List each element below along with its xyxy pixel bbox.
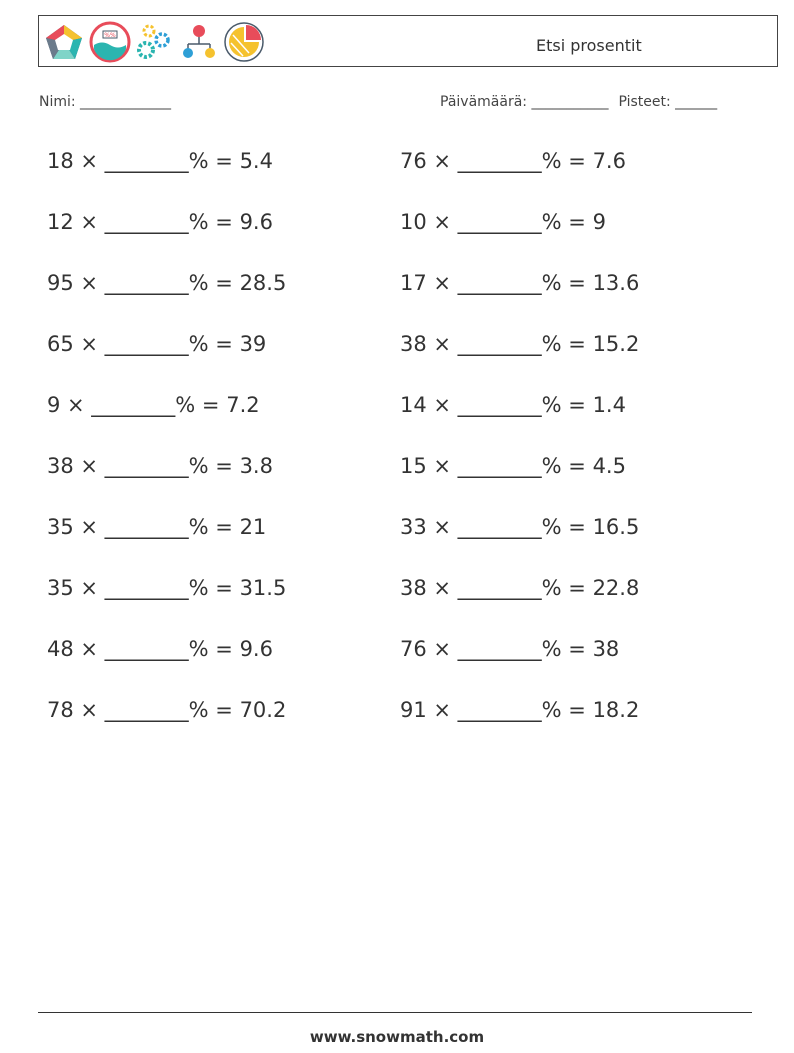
problem-left-10: 78 × ________% = 70.2	[47, 698, 287, 722]
date-field: Päivämäärä: ___________	[440, 94, 609, 110]
date-score-fields	[440, 94, 717, 110]
svg-text:%%: %%	[104, 32, 116, 39]
problem-left-5: 9 × ________% = 7.2	[47, 393, 260, 417]
problem-left-6: 38 × ________% = 3.8	[47, 454, 273, 478]
tree-diagram-icon	[179, 22, 219, 62]
worksheet-title: Etsi prosentit	[536, 36, 642, 55]
problem-right-4: 38 × ________% = 15.2	[400, 332, 640, 356]
problem-left-2: 12 × ________% = 9.6	[47, 210, 273, 234]
footer-divider	[38, 1012, 752, 1013]
name-field: Nimi: _____________	[39, 94, 172, 110]
problem-right-6: 15 × ________% = 4.5	[400, 454, 626, 478]
percent-tank-icon	[89, 21, 131, 63]
pentagon-icon	[43, 22, 85, 62]
problem-right-2: 10 × ________% = 9	[400, 210, 606, 234]
footer-url: www.snowmath.com	[309, 1028, 485, 1046]
problem-right-7: 33 × ________% = 16.5	[400, 515, 640, 539]
problem-left-4: 65 × ________% = 39	[47, 332, 267, 356]
pie-chart-icon	[223, 21, 265, 63]
score-field: Pisteet: ______	[618, 94, 718, 110]
problem-right-10: 91 × ________% = 18.2	[400, 698, 640, 722]
problem-right-8: 38 × ________% = 22.8	[400, 576, 640, 600]
problem-left-8: 35 × ________% = 31.5	[47, 576, 287, 600]
gears-icon	[135, 22, 175, 62]
problem-right-3: 17 × ________% = 13.6	[400, 271, 640, 295]
problem-left-3: 95 × ________% = 28.5	[47, 271, 287, 295]
problem-right-9: 76 × ________% = 38	[400, 637, 620, 661]
problem-left-7: 35 × ________% = 21	[47, 515, 267, 539]
problem-right-5: 14 × ________% = 1.4	[400, 393, 626, 417]
problem-right-1: 76 × ________% = 7.6	[400, 149, 626, 173]
problem-left-9: 48 × ________% = 9.6	[47, 637, 273, 661]
worksheet-header	[38, 15, 778, 67]
logo-strip	[43, 20, 265, 64]
problem-left-1: 18 × ________% = 5.4	[47, 149, 273, 173]
